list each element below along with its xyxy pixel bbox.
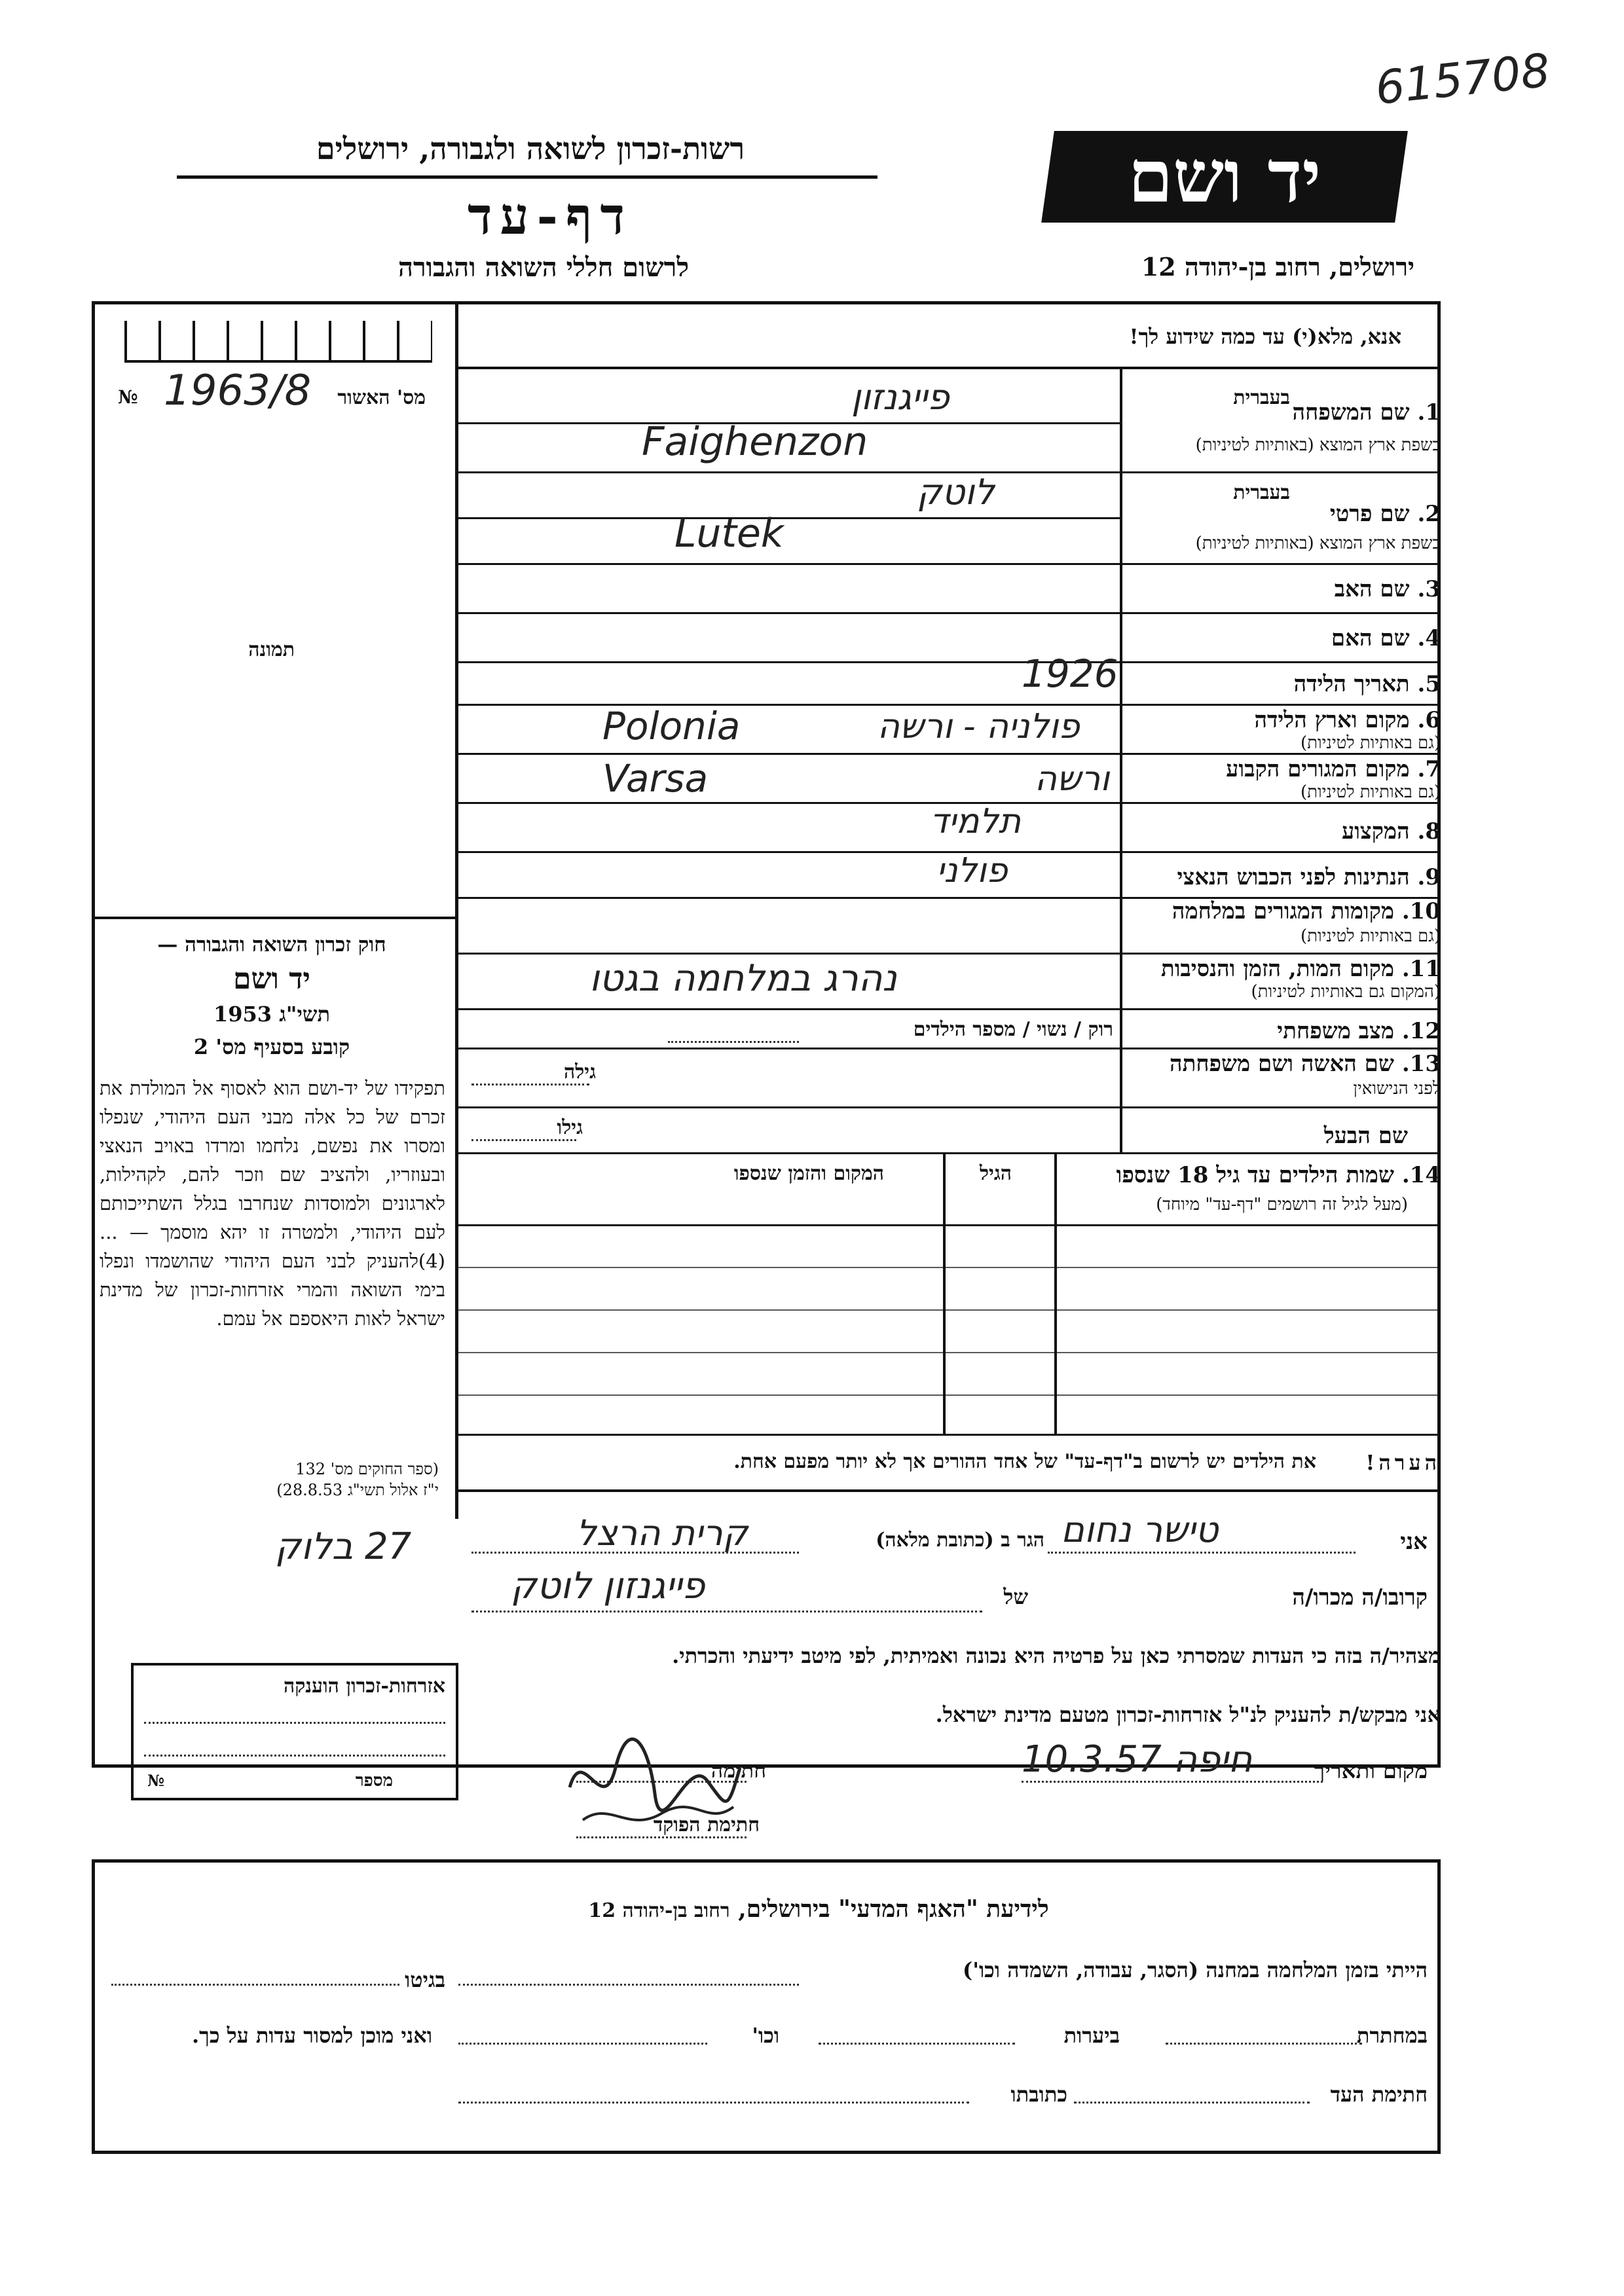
form-title: דף-עד xyxy=(468,187,633,246)
note-label: הערה! xyxy=(1365,1450,1441,1475)
law-reference-1: (ספר החוקים מס' 132 xyxy=(295,1460,439,1478)
of-label: של xyxy=(1003,1584,1028,1609)
ready-text: ואני מוכן למסור עדות על כך. xyxy=(191,2023,432,2048)
law-text: תפקידו של יד-ושם הוא לאסוף אל המולדת את זכרם של כל אלה מבני העם היהודי, שנפלו ומסרו את נפשם, נלחמו ומרדו באויב הנאצי ובעוזריו, ולהציב שם וזכר להם, לקהילות, לארגונים ולמוסדות שנחרבו בגלל השתייכותם לעם היהודי, ולמטרה זו יהא מוסמך — ...(4)להעניק לבני העם היהודי שהושמדו ונפלו בימי השואה והמרי אזרחות-זכרון של מדינת ישראל לאות היאספם אל עמם. xyxy=(100,1077,445,1330)
children-age-header: הגיל xyxy=(979,1162,1012,1185)
form-subtitle: לרשום חללי השואה והגבורה xyxy=(397,252,690,283)
field-11-value: נהרג במלחמה בגטו xyxy=(589,957,897,1000)
field-2-label: 2. שם פרטי xyxy=(1329,501,1441,527)
children-col-2 xyxy=(943,1152,946,1434)
law-title: חוק זכרון השואה והגבורה — xyxy=(157,933,386,957)
children-col-1 xyxy=(1054,1152,1057,1434)
field-3-label: 3. שם האב xyxy=(1334,576,1441,602)
field-10-label: 10. מקומות המגורים במלחמה xyxy=(1172,898,1441,924)
in-hebrew-label-2: בעברית xyxy=(1233,481,1290,504)
field-1-value-hebrew: פייגנזון xyxy=(851,376,950,418)
field-12-label: 12. מצב משפחתי xyxy=(1277,1018,1441,1044)
field-5-label: 5. תאריך הלידה xyxy=(1293,671,1441,697)
ghetto-label: בגיטו xyxy=(405,1967,445,1992)
children-sub: (מעל לגיל זה רושמים "דף-עד" מיוחד) xyxy=(1156,1195,1408,1214)
field-7-value-latin: Varsa xyxy=(602,756,709,801)
husband-age-label: גילו xyxy=(557,1116,583,1139)
in-hebrew-label-1: בעברית xyxy=(1233,386,1290,409)
field-7-label: 7. מקום המגורים הקבוע xyxy=(1226,756,1441,782)
field-4-label: 4. שם האם xyxy=(1331,625,1441,651)
resides-label: הגר ב (כתובת מלאה) xyxy=(876,1529,1044,1552)
forests-label: ביערות xyxy=(1063,2023,1120,2048)
law-clause: קובע בסעיף מס' 2 xyxy=(193,1034,350,1059)
law-reference-2: י"ז אלול תשי"ג 28.8.53) xyxy=(276,1481,439,1499)
field-5-value: 1926 xyxy=(1022,651,1118,696)
witness-address-label: כתובתו xyxy=(1010,2082,1067,2107)
husband-label: שם הבעל xyxy=(1323,1123,1408,1149)
field-7-sub: (גם באותיות לטיניות) xyxy=(1300,782,1441,802)
sidebar-box xyxy=(92,301,458,1519)
children-label: 14. שמות הילדים עד גיל 18 שנספו xyxy=(1116,1162,1441,1188)
field-11-label: 11. מקום המות, הזמן והנסיבות xyxy=(1160,956,1441,982)
field-13-sub: לפני הנישואין xyxy=(1353,1079,1441,1099)
note-text: את הילדים יש לרשום ב"דף-עד" של אחד ההורים אך לא יותר מפעם אחת. xyxy=(733,1450,1316,1473)
declarant-address-extra: 27 בלוק xyxy=(275,1525,412,1568)
archive-number: 615708 xyxy=(1373,43,1553,115)
declarant-address-value: קרית הרצל xyxy=(576,1512,748,1554)
declare-text: מצהיר/ה בזה כי העדות שמסרתי כאן על פרטיה היא נכונה ואמיתית, לפי מיטב ידיעתי והכרתי. xyxy=(672,1643,1441,1668)
sidebar-divider xyxy=(95,917,458,919)
field-7-value-hebrew: ורשה xyxy=(1035,759,1110,799)
field-8-label: 8. המקצוע xyxy=(1341,818,1441,845)
field-13-label: 13. שם האשה ושם משפחתה xyxy=(1170,1051,1441,1077)
approval-label: מס' האשור xyxy=(337,386,426,409)
field-6-value-latin: Polonia xyxy=(602,704,741,748)
approval-value: 1963/8 xyxy=(164,367,312,415)
citizenship-number-label: מספר xyxy=(355,1771,393,1791)
header-rule xyxy=(177,175,877,179)
law-year: תשי"ג 1953 xyxy=(213,1002,330,1027)
request-text: אני מבקש/ת להעניק לנ"ל אזרחות-זכרון מטעם מדינת ישראל. xyxy=(935,1702,1441,1727)
field-6-value-hebrew: פולניה - ורשה xyxy=(877,707,1080,746)
field-9-label: 9. הנתינות לפני הכבוש הנאצי xyxy=(1177,864,1441,890)
approval-no-sign: № xyxy=(118,386,138,408)
header-address: ירושלים, רחוב בן-יהודה 12 xyxy=(1141,252,1414,282)
footer-line-1: הייתי בזמן המלחמה במחנה (הסגר, עבודה, השמדה וכו') xyxy=(963,1958,1428,1982)
field-1-value-latin: Faighenzon xyxy=(642,419,868,465)
field-6-label: 6. מקום וארץ הלידה xyxy=(1254,707,1441,733)
photo-label: תמונה xyxy=(248,638,295,661)
field-6-sub: (גם באותיות לטיניות) xyxy=(1300,733,1441,753)
citizenship-label: אזרחות-זכרון הוענקה xyxy=(283,1675,445,1698)
citizenship-number-sign: № xyxy=(147,1771,165,1790)
field-10-sub: (גם באותיות לטיניות) xyxy=(1300,926,1441,946)
signature-label: חתימה xyxy=(710,1758,766,1783)
logo-text: יד ושם xyxy=(1128,134,1321,219)
children-place-header: המקום והזמן שנספו xyxy=(733,1162,884,1185)
declarant-name-value: טישר נחום xyxy=(1061,1509,1219,1550)
field-11-sub: (המקום גם באותיות לטיניות) xyxy=(1251,982,1441,1002)
field-9-value: פולני xyxy=(936,851,1008,890)
footer-title-line: לידיעת "האגף המדעי" בירושלים, רחוב בן-יהודה 12 xyxy=(588,1895,1049,1923)
field-2-value-hebrew: לוטק xyxy=(917,471,995,513)
approval-ticks xyxy=(124,321,432,363)
field-1-sub: בשפת ארץ המוצא (באותיות לטיניות) xyxy=(1195,435,1441,455)
officer-label: חתימת הפוקד xyxy=(653,1813,760,1836)
relative-value: פייגנזון לוטק xyxy=(511,1565,705,1607)
place-date-value: חיפה 10.3.57 xyxy=(1022,1738,1253,1781)
place-date-label: מקום ותאריך xyxy=(1314,1758,1428,1784)
etc-label: וכו' xyxy=(752,2023,779,2048)
relative-label: קרובו/ה מכרו/ה xyxy=(1292,1584,1428,1611)
underground-label: במחתרת xyxy=(1356,2023,1428,2048)
declaration-i-label: אני xyxy=(1400,1529,1428,1555)
marital-options: רוק / נשוי / מספר הילדים xyxy=(913,1018,1113,1041)
field-1-label: 1. שם המשפחה xyxy=(1292,399,1441,426)
field-2-sub: בשפת ארץ המוצא (באותיות לטיניות) xyxy=(1195,534,1441,553)
witness-signature-label: חתימת העד xyxy=(1330,2082,1428,2107)
wife-age-label: גילה xyxy=(563,1061,596,1084)
law-name: יד ושם xyxy=(233,962,310,996)
authority-name: רשות-זכרון לשואה ולגבורה, ירושלים xyxy=(316,131,745,166)
field-2-value-latin: Lutek xyxy=(674,511,784,556)
field-8-value: תלמיד xyxy=(930,802,1022,841)
label-column-divider xyxy=(1120,367,1122,1152)
form-intro: אנא, מלא(י) עד כמה שידוע לך! xyxy=(1129,324,1401,349)
